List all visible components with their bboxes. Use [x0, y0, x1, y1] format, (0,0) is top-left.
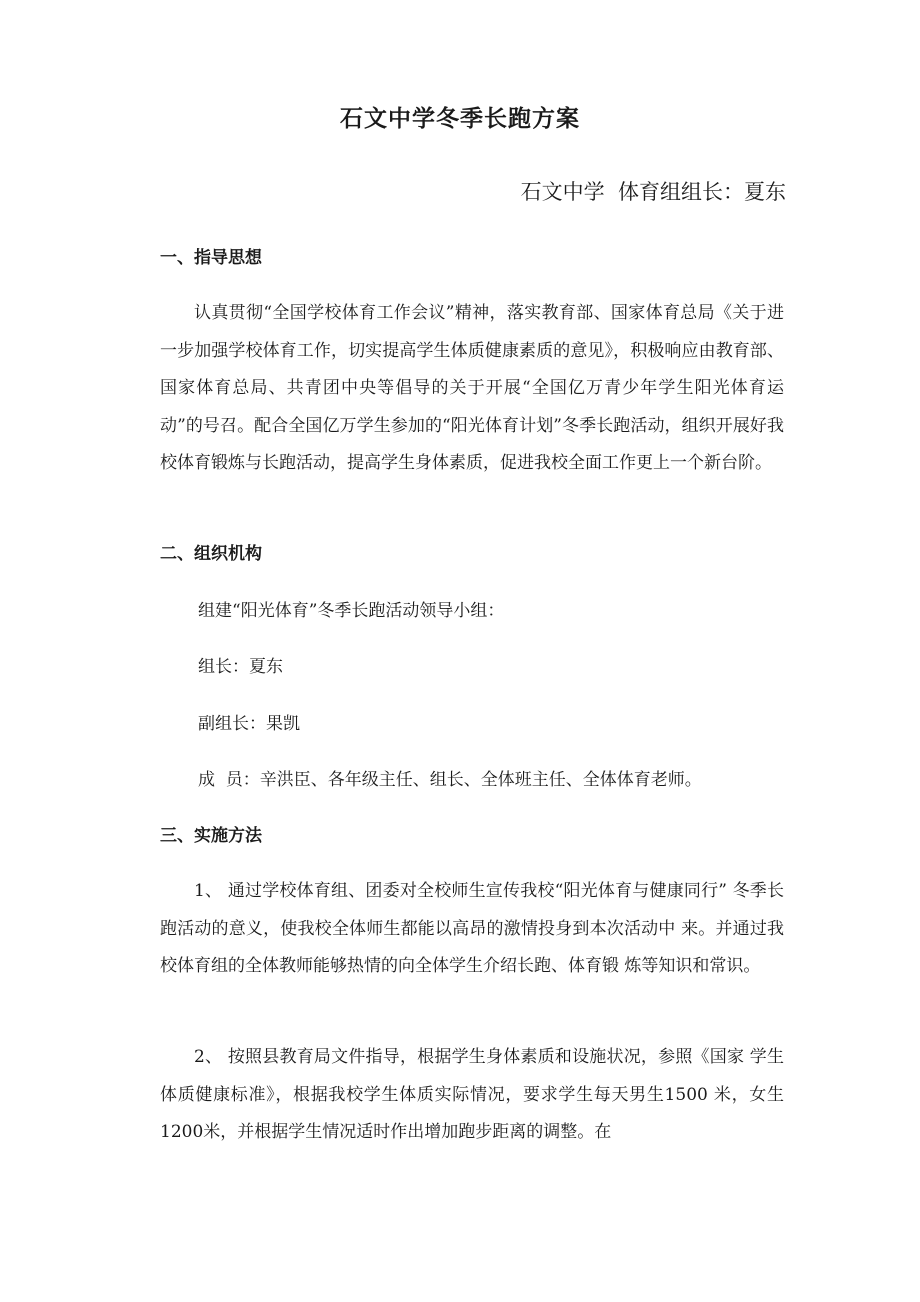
section-heading-guiding-ideology: 一、指导思想 [160, 248, 262, 268]
organization-members: 成 员：辛洪臣、各年级主任、组长、全体班主任、全体体育老师。 [198, 770, 702, 790]
organization-leader: 组长：夏东 [198, 657, 283, 677]
section-heading-organization: 二、组织机构 [160, 544, 262, 564]
paragraph-guiding-ideology: 认真贯彻“全国学校体育工作会议”精神，落实教育部、国家体育总局《关于进一步加强学校体育工作，切实提高学生体质健康素质的意见》，积极响应由教育部、国家体育总局、共青团中央等倡导的关于开展“全国亿万青少年学生阳光体育运动”的号召。配合全国亿万学生参加的“阳光体育计划”冬季长跑活动，组织开展好我校体育锻炼与长跑活动，提高学生身体素质，促进我校全面工作更上一个新台阶。 [160, 303, 784, 473]
organization-intro: 组建“阳光体育”冬季长跑活动领导小组： [198, 601, 505, 621]
implementation-item-2: 2、 按照县教育局文件指导，根据学生身体素质和设施状况，参照《国家 学生体质健康标准》，根据我校学生体质实际情况，要求学生每天男生1500 米，女生1200米，并根据学生情况适时作出增加跑步距离的调整。在 [160, 1047, 784, 1142]
document-title: 石文中学冬季长跑方案 [340, 105, 580, 132]
implementation-item-1: 1、 通过学校体育组、团委对全校师生宣传我校“阳光体育与健康同行” 冬季长跑活动的意义，使我校全体师生都能以高昂的激情投身到本次活动中 来。并通过我校体育组的全体教师能够热情的向全体学生介绍长跑、体育锻 炼等知识和常识。 [160, 881, 784, 976]
section-heading-implementation: 三、实施方法 [160, 826, 262, 846]
author-line: 石文中学 体育组组长：夏东 [520, 180, 786, 204]
organization-vice-leader: 副组长：果凯 [198, 714, 300, 734]
